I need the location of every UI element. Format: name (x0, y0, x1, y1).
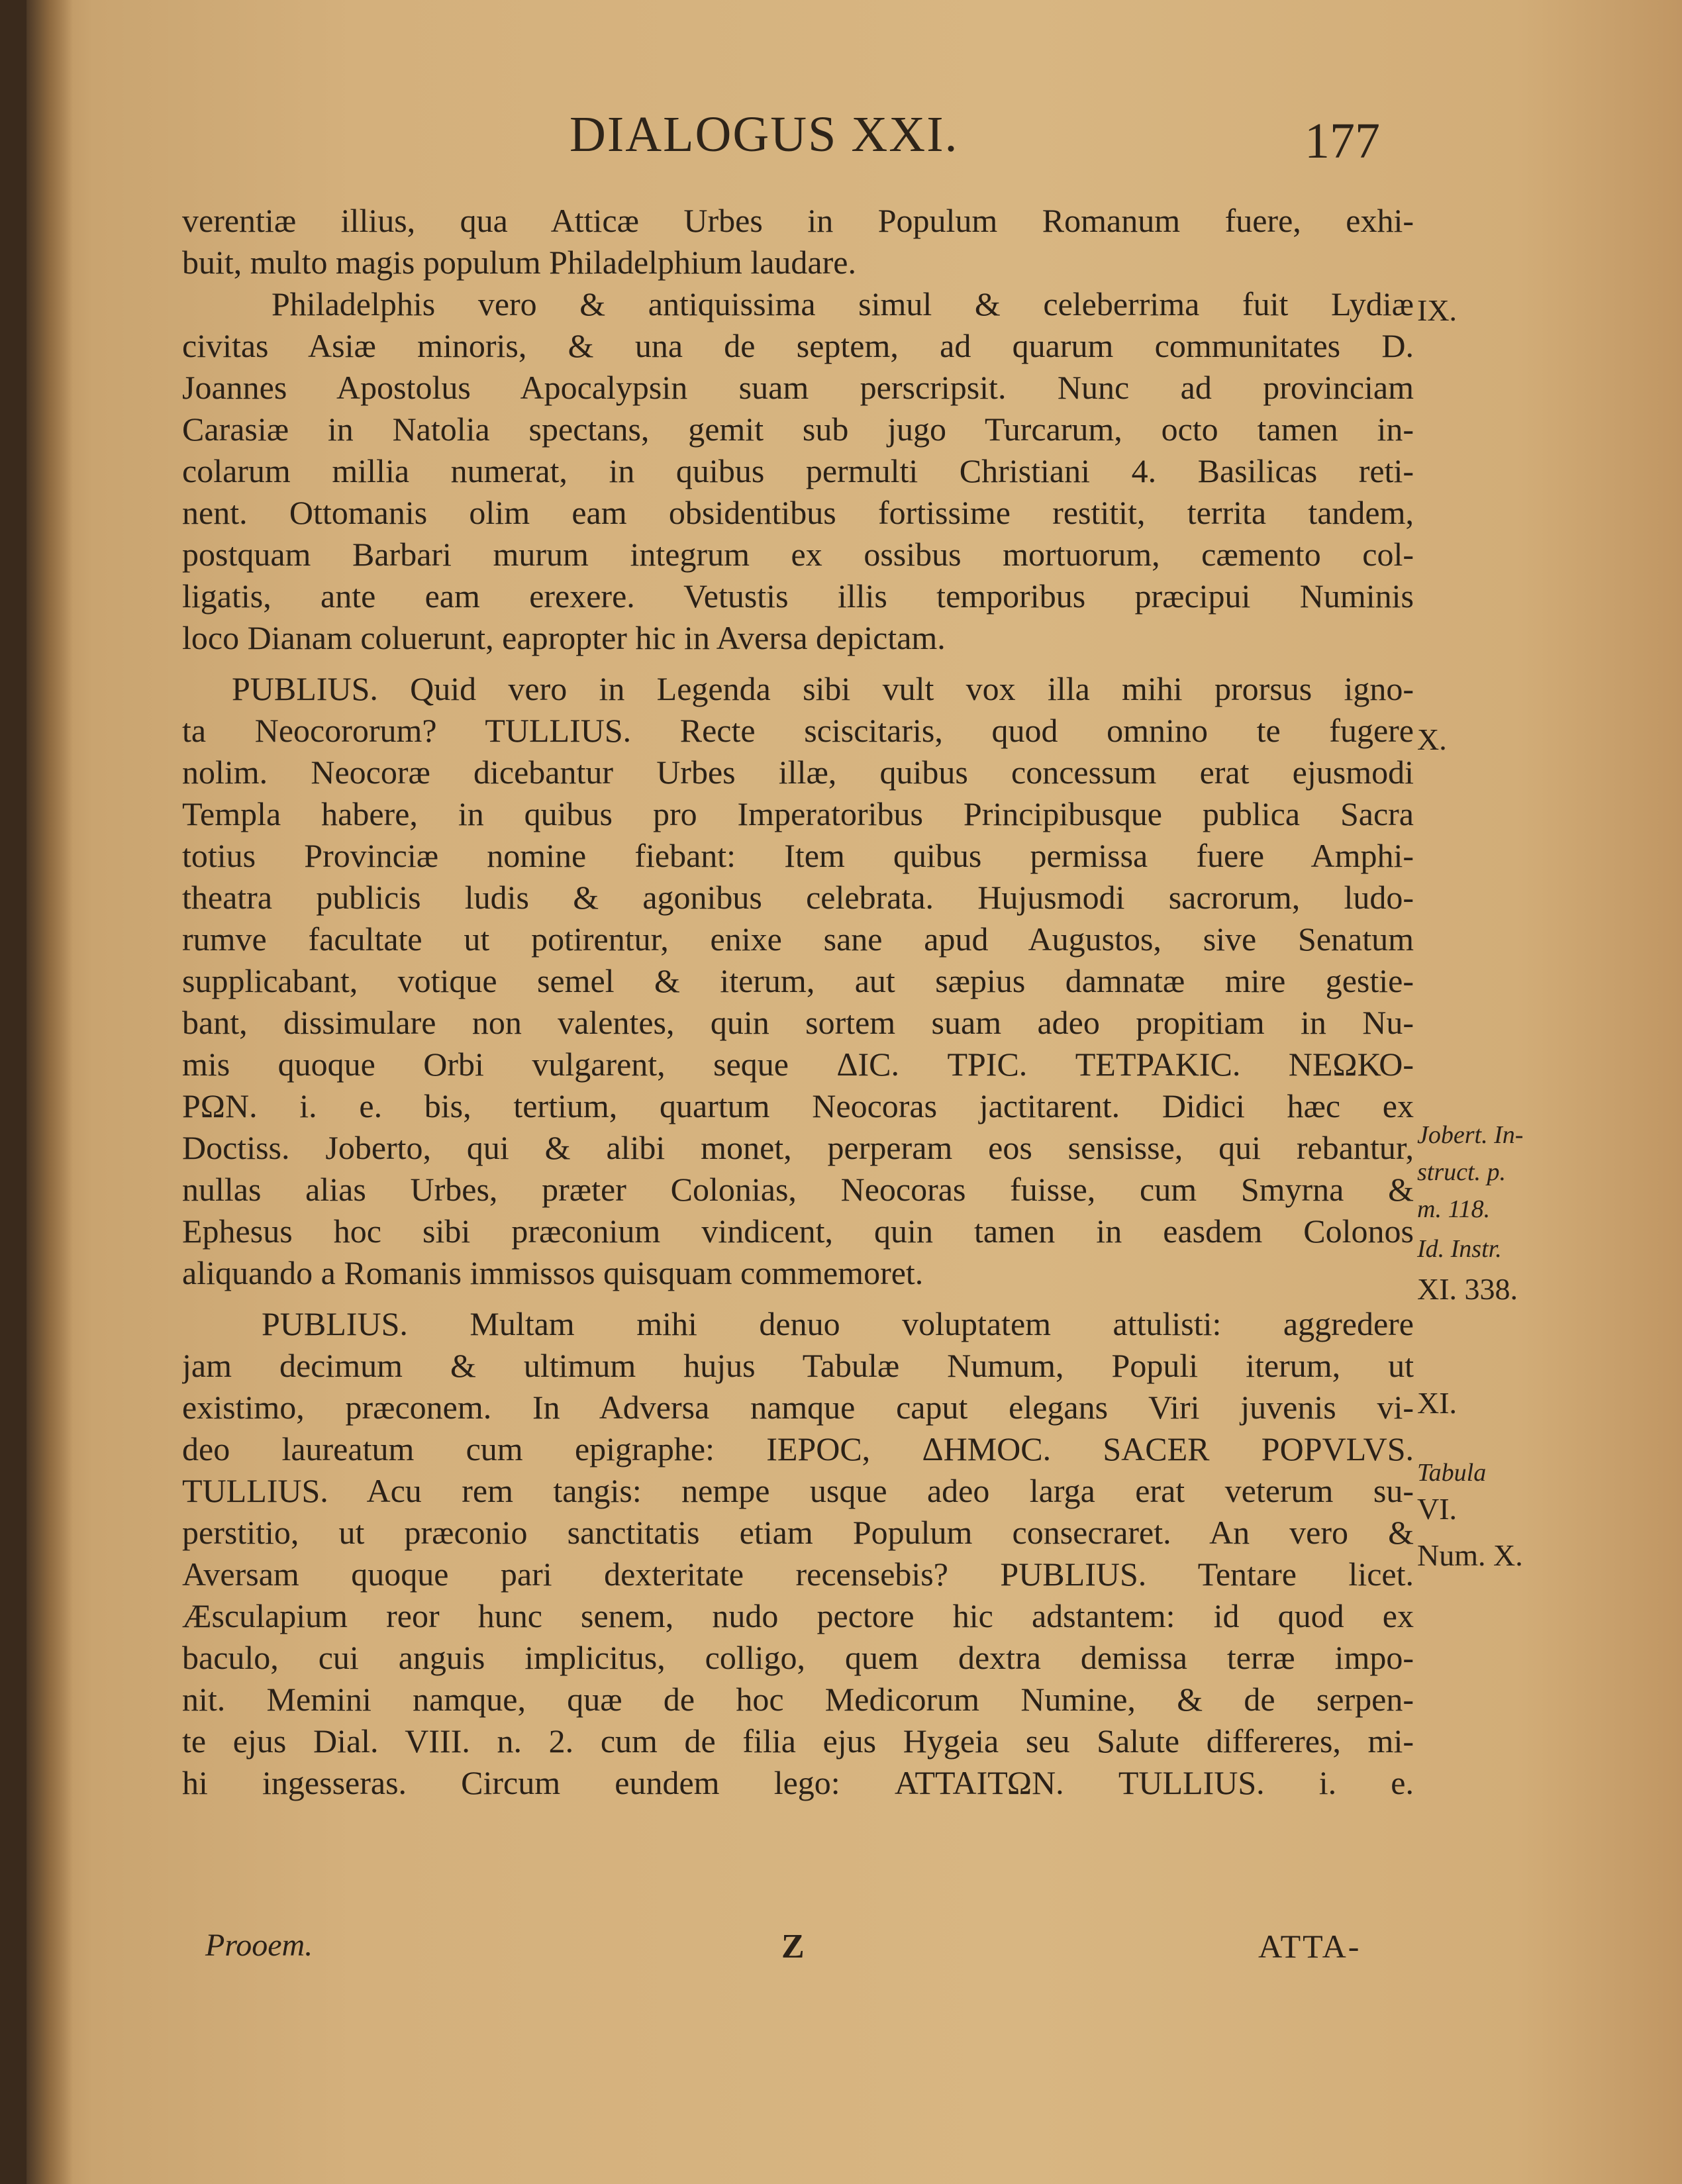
text-line: postquam Barbari murum integrum ex ossibus mortuorum, cæmento col- (182, 536, 1414, 573)
text-line: Templa habere, in quibus pro Imperatoribus Principibusque publica Sacra (182, 795, 1414, 832)
text-line: existimo, præconem. In Adversa namque caput elegans Viri juvenis vi- (182, 1389, 1414, 1426)
text-line: verentiæ illius, qua Atticæ Urbes in Populum Romanum fuere, exhi- (182, 202, 1414, 239)
text-line: totius Provinciæ nomine fiebant: Item quibus permissa fuere Amphi- (182, 837, 1414, 874)
text-line: Joannes Apostolus Apocalypsin suam perscripsit. Nunc ad provinciam (182, 369, 1414, 406)
text-line: hi ingesseras. Circum eundem lego: ΑΤΤΑΙΤΩΝ. TULLIUS. i. e. (182, 1764, 1414, 1801)
body-text (182, 200, 1414, 1804)
text-line: te ejus Dial. VIII. n. 2. cum de filia ejus Hygeia seu Salute differeres, mi- (182, 1722, 1414, 1760)
margin-note: Tabula (1417, 1459, 1487, 1487)
text-line: supplicabant, votique semel & iterum, aut sæpius damnatæ mire gestie- (182, 962, 1414, 999)
text-line: Ephesus hoc sibi præconium vindicent, quin tamen in easdem Colonos (182, 1213, 1414, 1250)
text-line: bant, dissimulare non valentes, quin sortem suam adeo propitiam in Nu- (182, 1004, 1414, 1041)
book-page (26, 0, 1682, 2184)
margin-note: IX. (1417, 293, 1458, 327)
text-line: loco Dianam coluerunt, eapropter hic in Aversa depictam. (182, 619, 946, 656)
text-line: baculo, cui anguis implicitus, colligo, quem dextra demissa terræ impo- (182, 1639, 1414, 1676)
text-line: rumve facultate ut potirentur, enixe sane apud Augustos, sive Senatum (182, 920, 1414, 958)
text-line: theatra publicis ludis & agonibus celebrata. Hujusmodi sacrorum, ludo- (182, 879, 1414, 916)
margin-note: XI. (1417, 1386, 1458, 1420)
text-line: nit. Memini namque, quæ de hoc Medicorum Numine, & de serpen- (182, 1681, 1414, 1718)
text-line: nolim. Neocoræ dicebantur Urbes illæ, quibus concessum erat ejusmodi (182, 754, 1414, 791)
text-line: PUBLIUS. Quid vero in Legenda sibi vult vox illa mihi prorsus igno- (232, 670, 1414, 707)
catchword: ATTA- (1258, 1928, 1361, 1965)
signature-mark: Z (781, 1928, 805, 1965)
margin-note: m. 118. (1417, 1195, 1491, 1223)
text-line: mis quoque Orbi vulgarent, seque ΔΙC. ΤΡΙC. ΤΕΤΡΑΚΙC. ΝΕΩΚΟ- (182, 1046, 1414, 1083)
text-line: TULLIUS. Acu rem tangis: nempe usque adeo larga erat veterum su- (182, 1472, 1414, 1509)
text-line: Aversam quoque pari dexteritate recensebis? PUBLIUS. Tentare licet. (182, 1556, 1414, 1593)
text-line: colarum millia numerat, in quibus permulti Christiani 4. Basilicas reti- (182, 452, 1414, 489)
page-footer (26, 1927, 1682, 1980)
text-line: deo laureatum cum epigraphe: ΙΕΡΟC, ΔΗΜΟC. SACER POPVLVS. (182, 1430, 1414, 1467)
book-spine-shadow (26, 0, 73, 2184)
signature-note: Prooem. (205, 1928, 313, 1963)
margin-note: VI. (1417, 1492, 1458, 1526)
text-line: Carasiæ in Natolia spectans, gemit sub jugo Turcarum, octo tamen in- (182, 411, 1414, 448)
text-line: Æsculapium reor hunc senem, nudo pectore hic adstantem: id quod ex (182, 1597, 1414, 1634)
text-line: perstitio, ut præconio sanctitatis etiam Populum consecraret. An vero & (182, 1514, 1414, 1551)
text-line: ΡΩΝ. i. e. bis, tertium, quartum Neocoras jactitarent. Didici hæc ex (182, 1087, 1414, 1124)
margin-note: X. (1417, 722, 1447, 756)
text-line: jam decimum & ultimum hujus Tabulæ Numum, Populi iterum, ut (182, 1347, 1414, 1384)
text-line: PUBLIUS. Multam mihi denuo voluptatem attulisti: aggredere (262, 1305, 1414, 1342)
text-line: Philadelphis vero & antiquissima simul & celeberrima fuit Lydiæ (272, 285, 1414, 323)
margin-note: Num. X. (1417, 1538, 1523, 1572)
text-line: civitas Asiæ minoris, & una de septem, ad quarum communitates D. (182, 327, 1414, 364)
page-number: 177 (1305, 113, 1380, 169)
text-line: ta Neocororum? TULLIUS. Recte sciscitaris, quod omnino te fugere (182, 712, 1414, 749)
text-line: nullas alias Urbes, præter Colonias, Neocoras fuisse, cum Smyrna & (182, 1171, 1414, 1208)
text-line: Doctiss. Joberto, qui & alibi monet, perperam eos sensisse, qui rebantur, (182, 1129, 1414, 1166)
margin-note: XI. 338. (1417, 1272, 1518, 1306)
page-header (26, 106, 1682, 185)
margin-note: struct. p. (1417, 1158, 1507, 1186)
running-title: DIALOGUS XXI. (569, 107, 959, 162)
text-line: nent. Ottomanis olim eam obsidentibus fortissime restitit, territa tandem, (182, 494, 1414, 531)
text-line: buit, multo magis populum Philadelphium laudare. (182, 244, 856, 281)
text-line: ligatis, ante eam erexere. Vetustis illis temporibus præcipui Numinis (182, 577, 1414, 615)
text-line: aliquando a Romanis immissos quisquam commemoret. (182, 1254, 924, 1291)
margin-note: Jobert. In- (1417, 1121, 1524, 1149)
margin-note: Id. Instr. (1417, 1235, 1502, 1263)
